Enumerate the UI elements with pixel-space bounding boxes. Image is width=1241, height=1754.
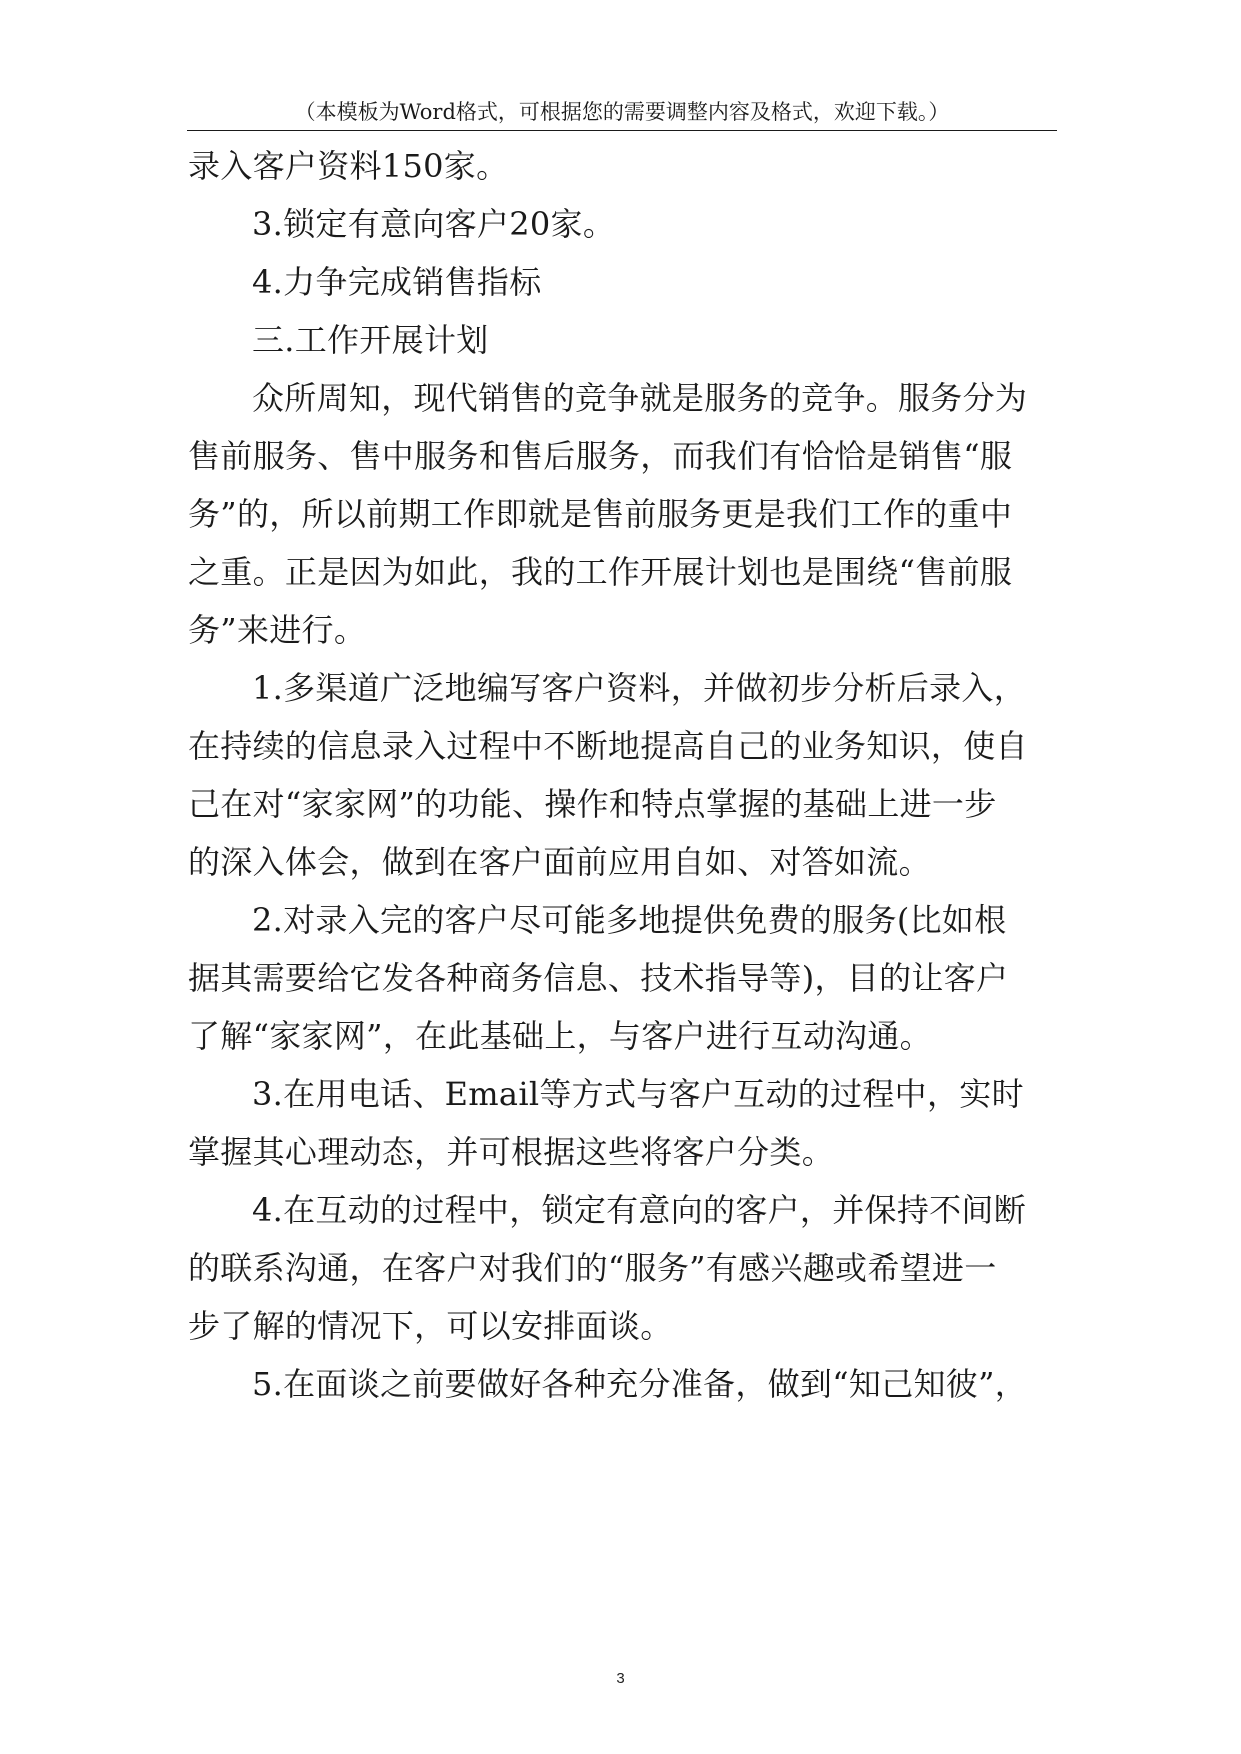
- body-line: 据其需要给它发各种商务信息、技术指导等)，目的让客户: [188, 959, 1009, 997]
- body-line: 了解“家家网”，在此基础上，与客户进行互动沟通。: [188, 1017, 932, 1055]
- body-line: 售前服务、售中服务和售后服务，而我们有恰恰是销售“服: [188, 437, 1013, 475]
- body-line: 之重。正是因为如此，我的工作开展计划也是围绕“售前服: [188, 553, 1013, 591]
- body-line: 录入客户资料150家。: [188, 147, 509, 185]
- body-line: 3.在用电话、Email等方式与客户互动的过程中，实时: [252, 1075, 1024, 1113]
- body-line: 1.多渠道广泛地编写客户资料，并做初步分析后录入，: [252, 669, 1027, 707]
- body-line: 4.在互动的过程中，锁定有意向的客户，并保持不间断: [252, 1191, 1027, 1229]
- body-line: 掌握其心理动态，并可根据这些将客户分类。: [188, 1133, 835, 1171]
- body-line: 3.锁定有意向客户20家。: [252, 205, 616, 243]
- page-header: （本模板为Word格式，可根据您的需要调整内容及格式，欢迎下载。）: [294, 100, 950, 124]
- body-line: 5.在面谈之前要做好各种充分准备，做到“知己知彼”，: [252, 1365, 1028, 1403]
- body-line: 4.力争完成销售指标: [252, 263, 542, 301]
- section-heading: 三.工作开展计划: [252, 321, 489, 359]
- body-line: 众所周知，现代销售的竞争就是服务的竞争。服务分为: [252, 379, 1028, 417]
- body-line: 己在对“家家网”的功能、操作和特点掌握的基础上进一步: [188, 785, 997, 823]
- body-line: 务”的，所以前期工作即就是售前服务更是我们工作的重中: [188, 495, 1013, 533]
- body-line: 2.对录入完的客户尽可能多地提供免费的服务(比如根: [252, 901, 1007, 939]
- body-line: 在持续的信息录入过程中不断地提高自己的业务知识，使自: [188, 727, 1028, 765]
- body-line: 的联系沟通，在客户对我们的“服务”有感兴趣或希望进一: [188, 1249, 997, 1287]
- body-line: 务”来进行。: [188, 611, 367, 649]
- body-line: 步了解的情况下，可以安排面谈。: [188, 1307, 673, 1345]
- body-line: 的深入体会，做到在客户面前应用自如、对答如流。: [188, 843, 931, 881]
- header-divider: [187, 130, 1057, 131]
- page-number: 3: [616, 1670, 625, 1687]
